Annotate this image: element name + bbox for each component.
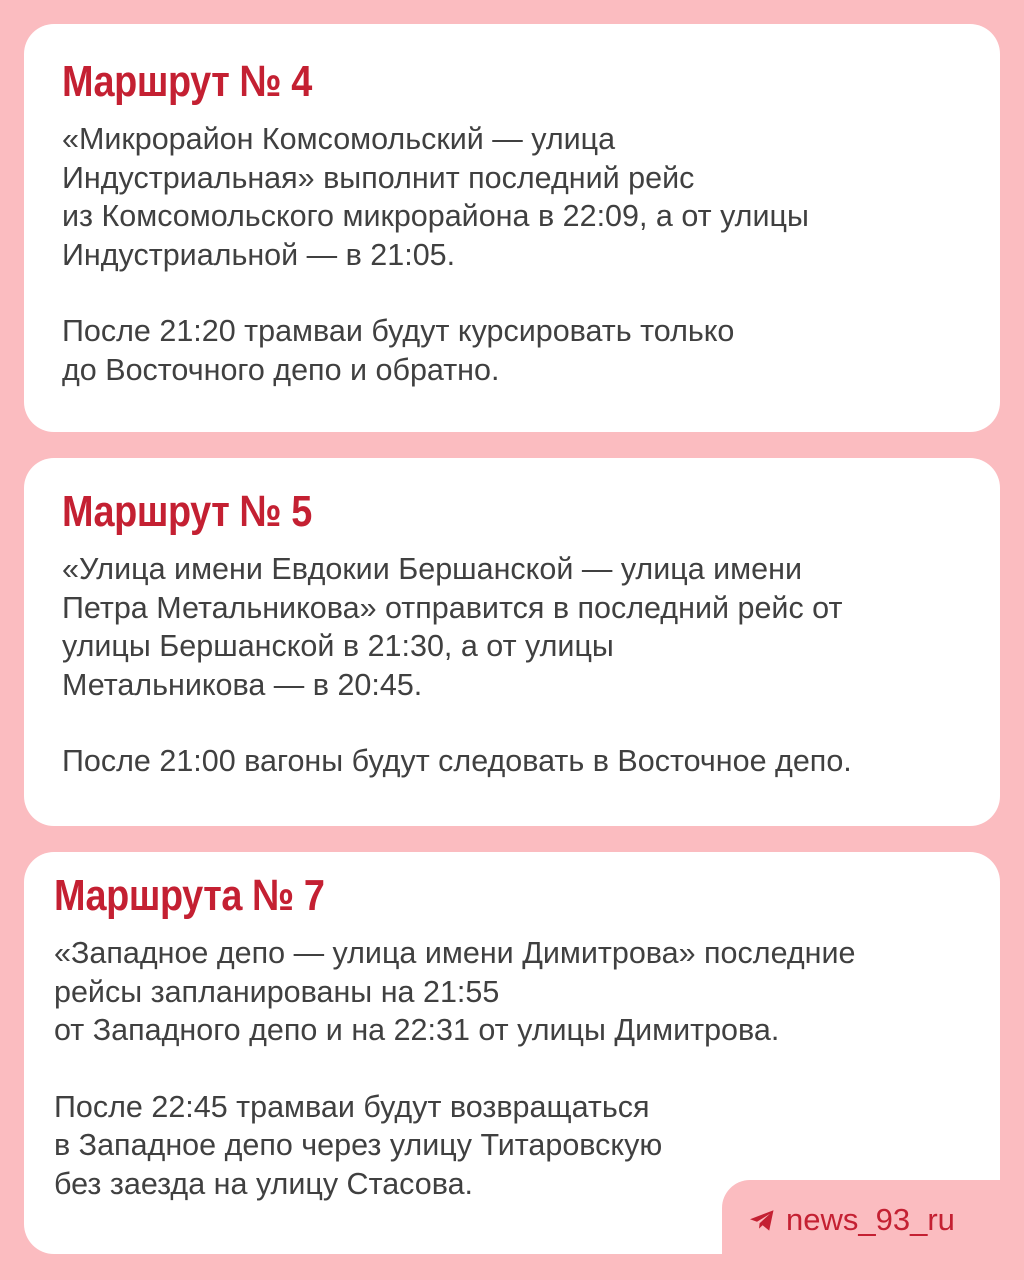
text-line: После 22:45 трамваи будут возвращаться	[54, 1089, 650, 1124]
text-line: Петра Метальникова» отправится в последний рейс от	[62, 590, 843, 625]
text-line: Индустриальная» выполнит последний рейс	[62, 160, 695, 195]
route-description	[62, 120, 1000, 274]
route-title: Маршрут № 4	[62, 57, 312, 106]
route-note	[62, 742, 1000, 781]
route-title: Маршрута № 7	[54, 871, 325, 920]
text-line: от Западного депо и на 22:31 от улицы Димитрова.	[54, 1013, 780, 1047]
route-card-5	[24, 458, 1000, 826]
telegram-icon	[748, 1206, 776, 1234]
text-line: «Западное депо — улица имени Димитрова» последние	[54, 936, 856, 970]
text-line: в Западное депо через улицу Титаровскую	[54, 1128, 663, 1162]
text-line: После 21:00 вагоны будут следовать в Восточное депо.	[62, 744, 852, 778]
route-description	[54, 934, 1000, 1050]
text-line: Метальникова — в 20:45.	[62, 667, 423, 702]
text-line: «Микрорайон Комсомольский — улица	[62, 122, 616, 156]
route-card-4	[24, 24, 1000, 432]
text-line: без заезда на улицу Стасова.	[54, 1166, 474, 1201]
text-line: из Комсомольского микрорайона в 22:09, а от улицы	[62, 199, 809, 233]
text-line: После 21:20 трамваи будут курсировать только	[62, 314, 735, 348]
route-description	[62, 550, 1000, 704]
source-handle: news_93_ru	[786, 1202, 955, 1237]
text-line: «Улица имени Евдокии Бершанской — улица имени	[62, 552, 802, 586]
route-note	[62, 312, 1000, 389]
source-badge[interactable]	[748, 1198, 955, 1242]
text-line: рейсы запланированы на 21:55	[54, 974, 500, 1009]
text-line: до Восточного депо и обратно.	[62, 352, 500, 387]
route-title: Маршрут № 5	[62, 487, 312, 536]
text-line: улицы Бершанской в 21:30, а от улицы	[62, 629, 614, 663]
text-line: Индустриальной — в 21:05.	[62, 237, 456, 272]
